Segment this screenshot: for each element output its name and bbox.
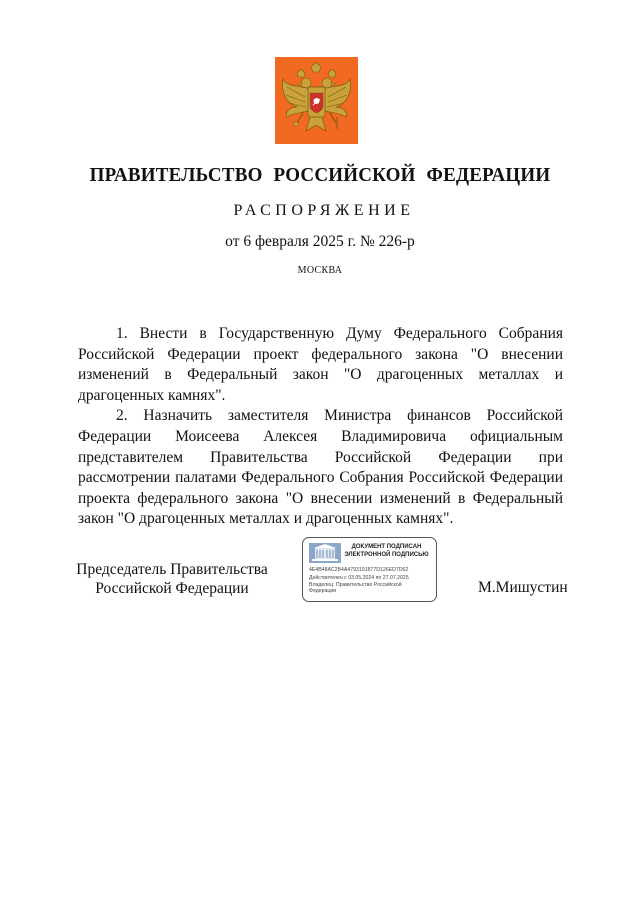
document-date-number: от 6 февраля 2025 г. № 226-р [225, 233, 415, 250]
stamp-owner-line-2: Федерации [309, 588, 337, 594]
russian-coat-of-arms-icon [275, 57, 358, 144]
signer-name: М.Мишустин [478, 579, 568, 596]
stamp-heading-line-1: ДОКУМЕНТ ПОДПИСАН [351, 544, 422, 550]
signer-title-line-2: Российской Федерации [95, 580, 249, 597]
stamp-heading-line-2: ЭЛЕКТРОННОЙ ПОДПИСЬЮ [344, 552, 429, 558]
stamp-heading [339, 543, 434, 559]
stamp-owner-line-1: Владелец: Правительство Российской [309, 582, 402, 588]
government-building-icon [309, 543, 341, 563]
paragraph-1: 1. Внести в Государственную Думу Федерального Собрания Российской Федерации проект федерального закона "О внесении изменений в Федеральный закон "О драгоценных металлах и драгоценных камнях". [78, 325, 563, 404]
document-city: МОСКВА [297, 265, 343, 276]
document-type: РАСПОРЯЖЕНИЕ [233, 202, 415, 219]
paragraph-2: 2. Назначить заместителя Министра финансов Российской Федерации Моисеева Алексея Владимировича официальным представителем Правительства Российской Федерации при рассмотрении палатами Федерального Собрания Российской Федерации проекта федерального закона "О внесении изменений в Федеральный закон "О драгоценных металлах и драгоценных камнях". [78, 407, 563, 528]
document-body [78, 324, 563, 530]
government-title: ПРАВИТЕЛЬСТВО РОССИЙСКОЙ ФЕДЕРАЦИИ [89, 164, 551, 187]
signer-title-line-1: Председатель Правительства [76, 561, 268, 578]
stamp-validity: Действителен с 03.05.2024 по 27.07.2025 [309, 575, 409, 581]
stamp-certificate: 4E4B48AC2B4A4793191877D126ED7D62 [309, 567, 409, 573]
signer-title [72, 560, 272, 598]
electronic-signature-stamp [302, 537, 437, 602]
